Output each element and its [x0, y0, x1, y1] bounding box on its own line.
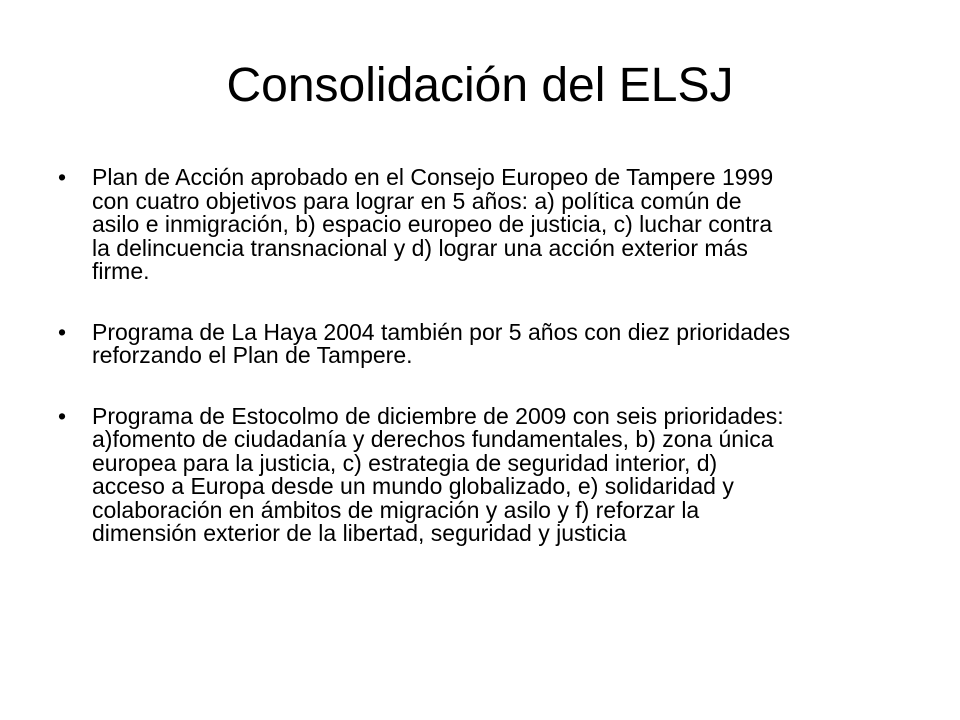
bullet-item-la-haya	[58, 318, 918, 368]
slide-title: Consolidación del ELSJ	[226, 59, 734, 112]
bullet-text-line: dimensión exterior de la libertad, seguridad y justicia	[92, 520, 627, 546]
bullet-text-line: Programa de La Haya 2004 también por 5 años con diez prioridades	[92, 318, 791, 345]
bullet-text-line: europea para la justicia, c) estrategia de seguridad interior, d)	[92, 449, 718, 476]
bullet-text-line: la delincuencia transnacional y d) lograr una acción exterior más	[92, 234, 748, 261]
bullet-text-line: asilo e inmigración, b) espacio europeo de justicia, c) luchar contra	[92, 211, 773, 237]
bullet-text-line: con cuatro objetivos para lograr en 5 años: a) política común de	[92, 187, 742, 214]
bullet-text-line: colaboración en ámbitos de migración y asilo y f) reforzar la	[92, 496, 700, 523]
bullet-item-estocolmo	[58, 402, 918, 546]
bullet-item-tampere	[58, 166, 918, 284]
bullet-text-line: acceso a Europa desde un mundo globalizado, e) solidaridad y	[92, 473, 734, 499]
bullet-text-line: Programa de Estocolmo de diciembre de 2009 con seis prioridades:	[92, 402, 784, 429]
bullet-text-line: Plan de Acción aprobado en el Consejo Europeo de Tampere 1999	[92, 164, 774, 190]
bullet-text-line: reforzando el Plan de Tampere.	[92, 342, 413, 368]
bullet-text-line: firme.	[92, 258, 150, 284]
bullet-text-line: a)fomento de ciudadanía y derechos fundamentales, b) zona única	[92, 426, 774, 452]
bullet-list	[58, 166, 918, 583]
bullet-marker: •	[58, 164, 67, 190]
bullet-marker: •	[58, 318, 67, 345]
bullet-marker: •	[58, 402, 67, 429]
